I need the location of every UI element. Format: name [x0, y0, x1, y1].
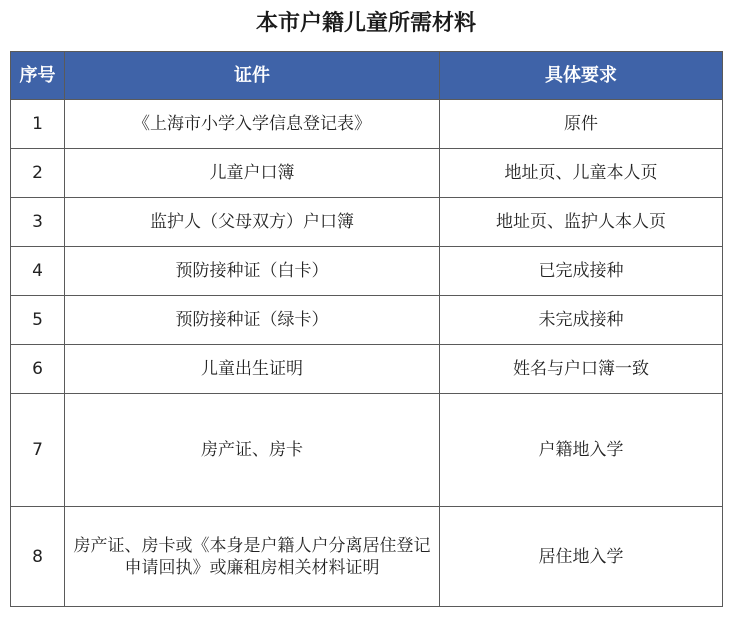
row-number: 7: [11, 394, 65, 507]
row-requirement: 地址页、监护人本人页: [440, 198, 723, 247]
table-row: [11, 149, 723, 198]
page-title: 本市户籍儿童所需材料: [255, 11, 476, 36]
row-document: 房产证、房卡或《本身是户籍人户分离居住登记申请回执》或廉租房相关材料证明: [65, 507, 440, 607]
row-requirement: 地址页、儿童本人页: [440, 149, 723, 198]
row-requirement: 原件: [440, 100, 723, 149]
row-number: 2: [11, 149, 65, 198]
row-document: 《上海市小学入学信息登记表》: [65, 100, 440, 149]
row-number: 1: [11, 100, 65, 149]
table-header-row: [11, 52, 723, 100]
row-number: 3: [11, 198, 65, 247]
header-requirement: 具体要求: [440, 52, 723, 100]
header-document: 证件: [65, 52, 440, 100]
row-requirement: 已完成接种: [440, 247, 723, 296]
table-row: [11, 100, 723, 149]
row-document: 监护人（父母双方）户口簿: [65, 198, 440, 247]
row-document: 房产证、房卡: [65, 394, 440, 507]
table-row: [11, 394, 723, 507]
row-document: 预防接种证（白卡）: [65, 247, 440, 296]
table-row: [11, 345, 723, 394]
row-number: 5: [11, 296, 65, 345]
header-number: 序号: [11, 52, 65, 100]
table-row: [11, 198, 723, 247]
row-document: 儿童户口簿: [65, 149, 440, 198]
table-row: [11, 247, 723, 296]
row-requirement: 户籍地入学: [440, 394, 723, 507]
row-number: 6: [11, 345, 65, 394]
table-row: [11, 507, 723, 607]
row-number: 4: [11, 247, 65, 296]
row-number: 8: [11, 507, 65, 607]
requirements-table: [10, 51, 723, 607]
row-document: 儿童出生证明: [65, 345, 440, 394]
table-row: [11, 296, 723, 345]
row-requirement: 未完成接种: [440, 296, 723, 345]
row-requirement: 姓名与户口簿一致: [440, 345, 723, 394]
row-document: 预防接种证（绿卡）: [65, 296, 440, 345]
row-requirement: 居住地入学: [440, 507, 723, 607]
